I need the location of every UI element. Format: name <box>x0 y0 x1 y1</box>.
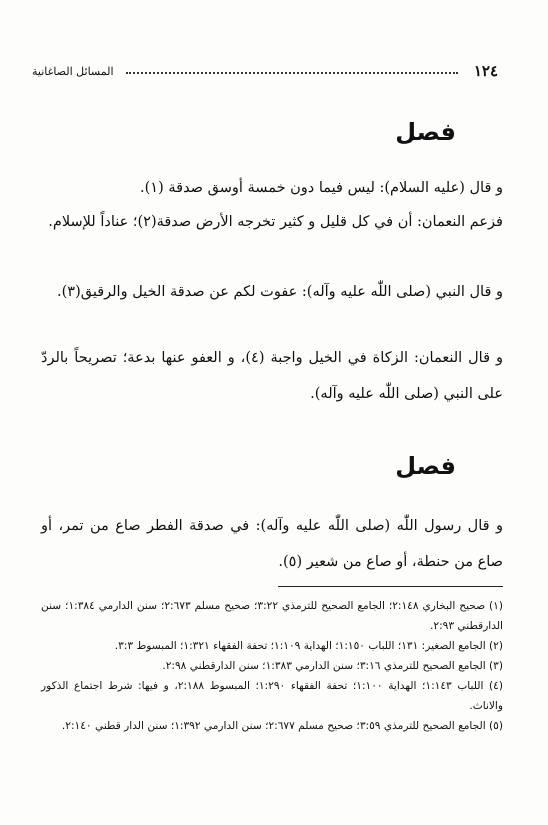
footnote: (١) صحيح البخاري ٢:١٤٨؛ الجامع الصحيح للترمذي ٣:٢٢؛ صحيح مسلم ٢:٦٧٣؛ سنن الدارمي ١:٣٨٤؛ سنن الدارقطني ٢:٩٣. <box>41 600 504 632</box>
footnote-separator <box>278 586 503 587</box>
footnote: (٢) الجامع الصغير: ١٣١؛ اللباب ١:١٥٠؛ الهداية ١:١٠٩؛ تحفة الفقهاء ١:٣٢١؛ المبسوط ٣:٣. <box>114 640 503 652</box>
paragraph: و قال النعمان: الزكاة في الخيل واجبة (٤)، و العفو عنها بدعة؛ تصريحاً بالردّ على النبي (صلى اللّٰه عليه وآله). <box>41 350 504 402</box>
paragraph: و قال (عليه السلام): ليس فيما دون خمسة أوسق صدقة (١). <box>140 180 503 196</box>
footnote: (٣) الجامع الصحيح للترمذي ٣:١٦؛ سنن الدارمي ١:٣٨٣؛ سنن الدارقطني ٢:٩٨. <box>162 660 503 672</box>
paragraph: و قال رسول اللّٰه (صلى اللّٰه عليه وآله): في صدقة الفطر صاع من تمر، أو صاع من حنطة، أو صاع من شعير (٥). <box>41 518 503 570</box>
footnotes <box>41 596 503 736</box>
book-title: المسائل الصاغانية <box>32 64 114 78</box>
section-heading: فصل <box>395 118 456 146</box>
section-heading: فصل <box>395 452 456 480</box>
paragraph: فزعم النعمان: أن في كل قليل و كثير تخرجه الأرض صدقة(٢)؛ عناداً للإسلام. <box>48 214 503 230</box>
footnote: (٤) اللباب ١:١٤٣؛ الهداية ١:١٠٠؛ تحفة الفقهاء ١:٢٩٠؛ المبسوط ٢:١٨٨، و فيها: شرط اجتماع الذكور والاناث. <box>41 680 503 712</box>
page-number: ١٢٤ <box>473 62 498 80</box>
running-header <box>32 60 498 82</box>
header-dotted-leader <box>126 72 458 74</box>
footnote: (٥) الجامع الصحيح للترمذي ٣:٥٩؛ صحيح مسلم ٢:٦٧٧؛ سنن الدارمي ١:٣٩٢؛ سنن الدار قطني ٢:١٤٠. <box>61 720 503 732</box>
paragraph: و قال النبي (صلى اللّٰه عليه وآله): عفوت لكم عن صدقة الخيل والرقيق(٣). <box>57 284 503 300</box>
